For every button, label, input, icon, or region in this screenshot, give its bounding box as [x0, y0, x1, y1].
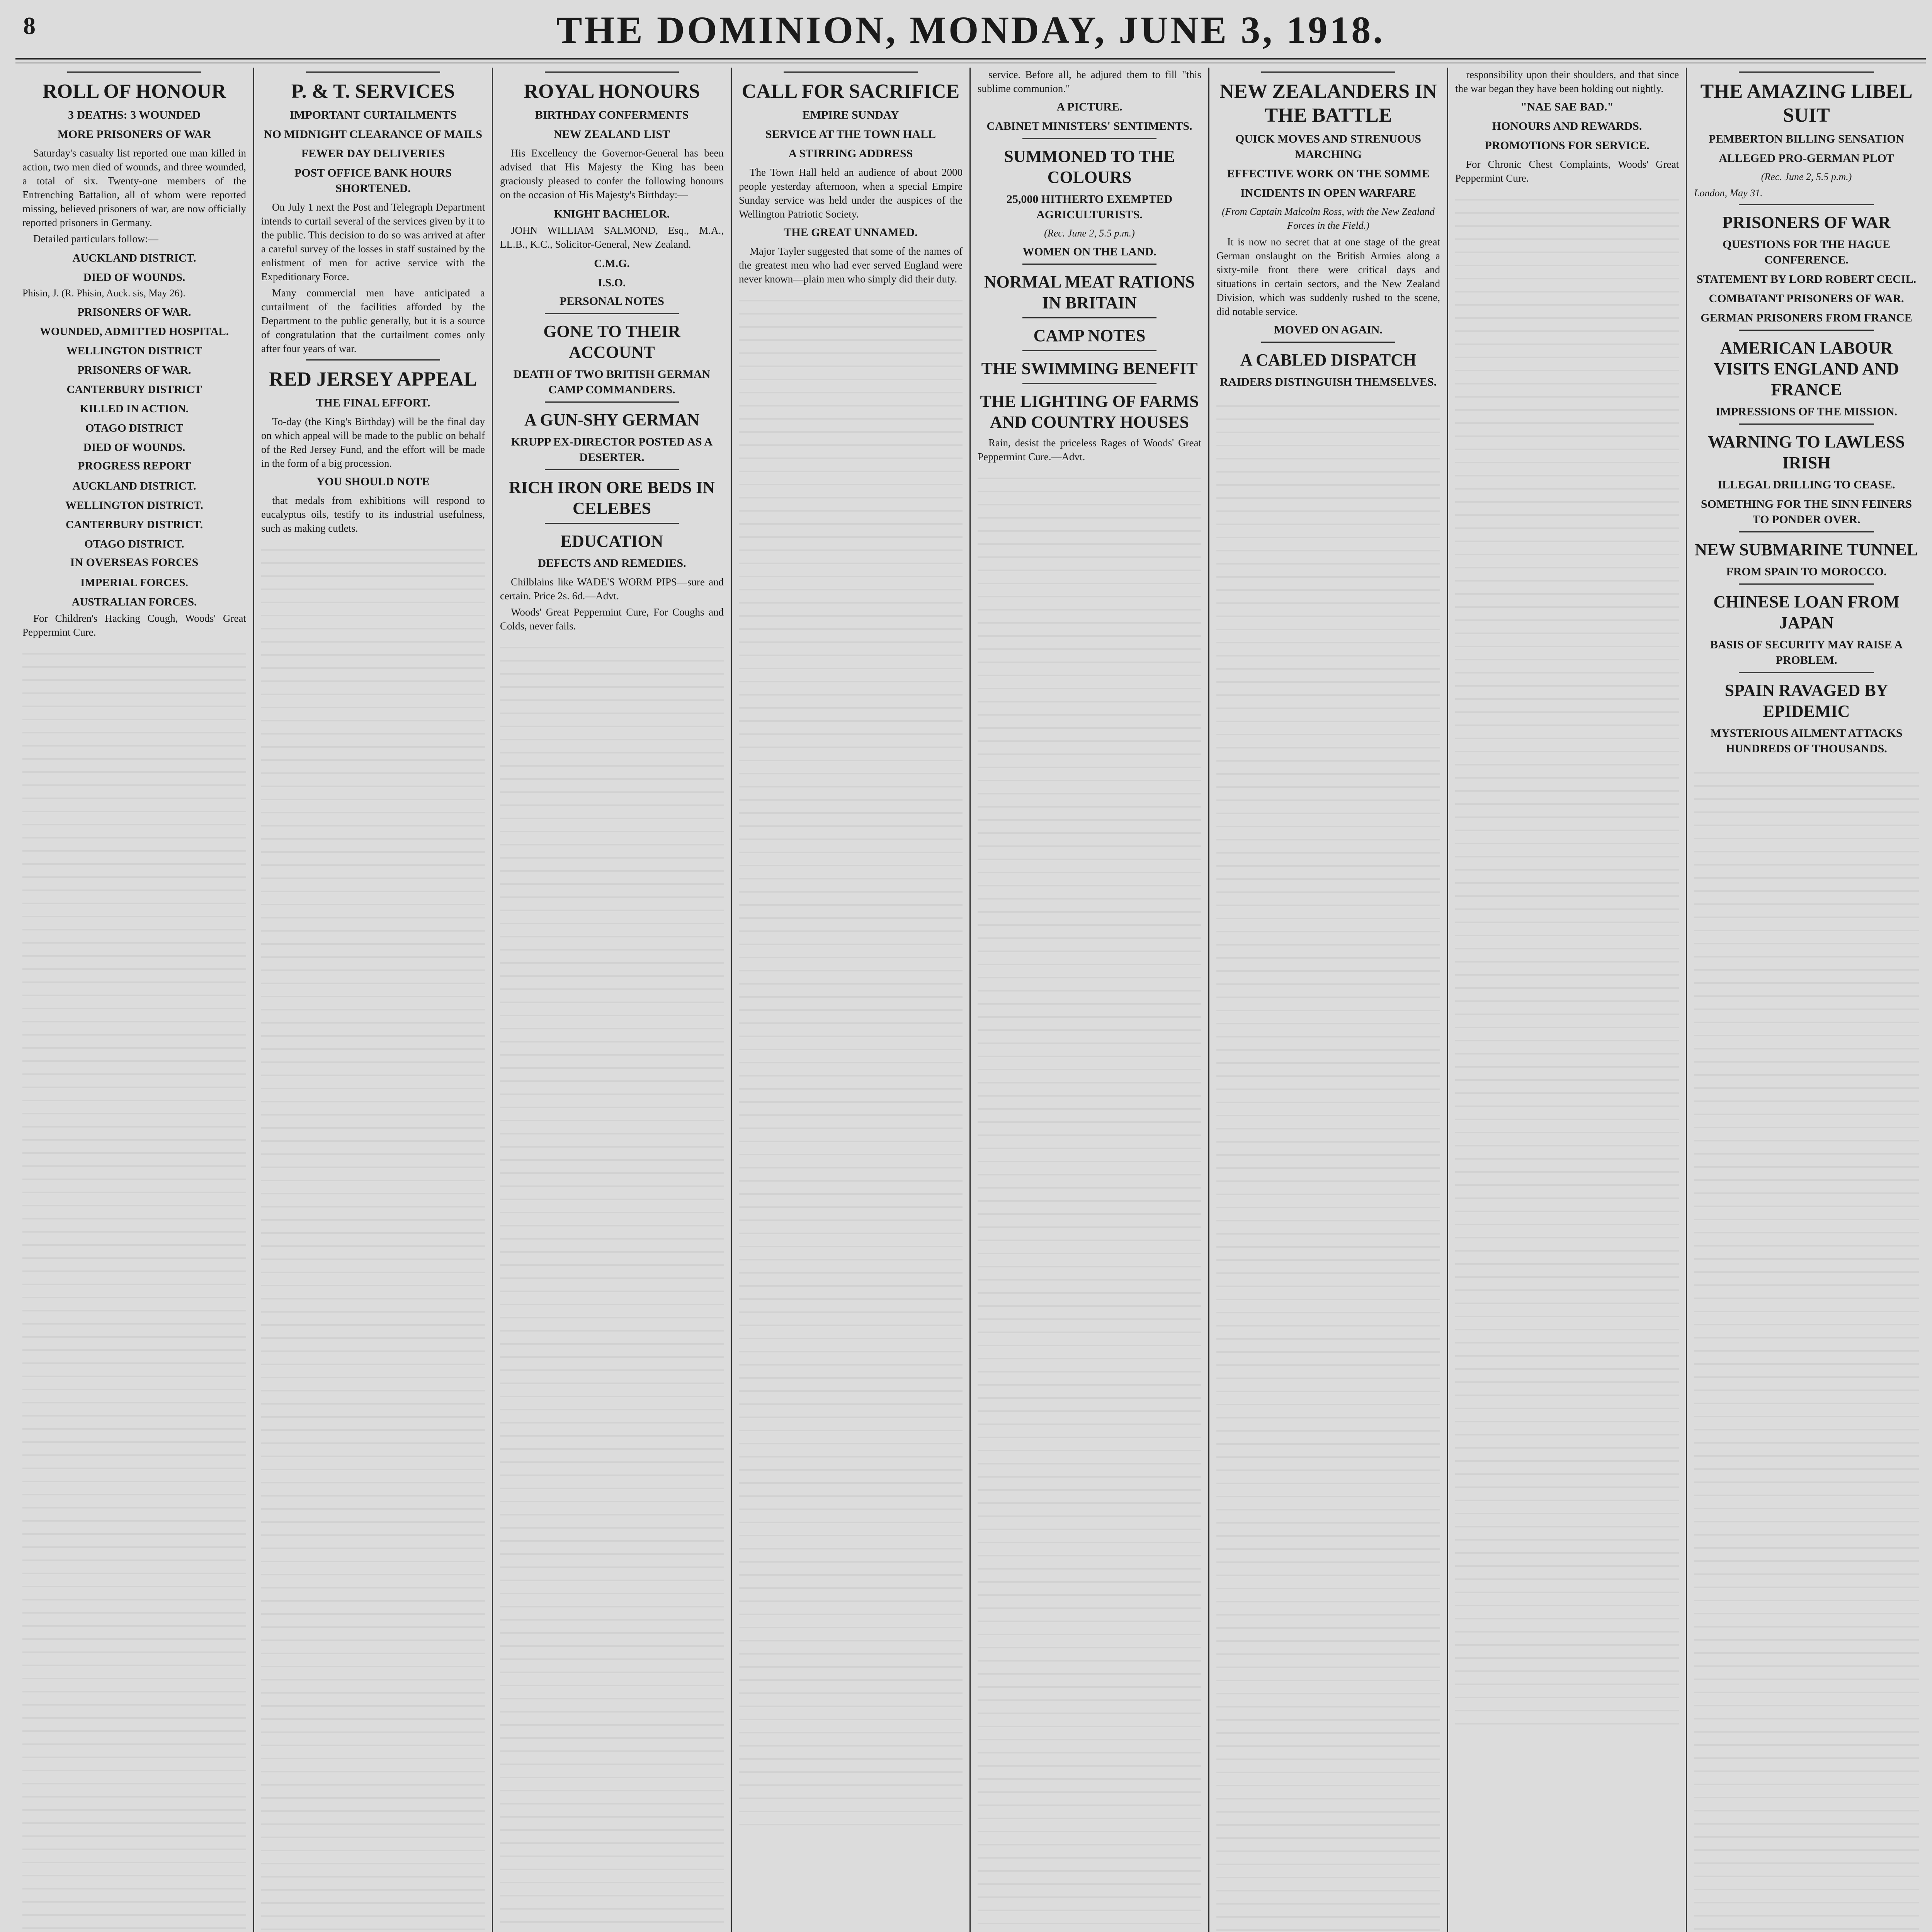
article-heading: EDUCATION: [560, 532, 663, 551]
article-paragraph: Chilblains like WADE'S WORM PIPS—sure and certain. Price 2s. 6d.—Advt.: [500, 576, 724, 602]
section-label: KNIGHT BACHELOR.: [554, 208, 670, 220]
article-subheading: STATEMENT BY LORD ROBERT CECIL.: [1696, 273, 1917, 286]
heading-rule: [1739, 423, 1874, 425]
article-subheading: EFFECTIVE WORK ON THE SOMME: [1227, 167, 1430, 180]
article-subheading: PROGRESS REPORT: [77, 459, 191, 472]
article-heading: THE AMAZING LIBEL SUIT: [1700, 80, 1913, 126]
body-text-lines: [1455, 187, 1679, 1733]
article-subheading: 3 DEATHS: 3 WOUNDED: [68, 109, 201, 121]
body-text-lines: [500, 635, 724, 1932]
article-subheading: ALLEGED PRO-GERMAN PLOT: [1719, 152, 1894, 165]
article-subheading: MYSTERIOUS AILMENT ATTACKS HUNDREDS OF THOUSANDS.: [1710, 727, 1903, 755]
heading-rule: [1261, 342, 1395, 343]
article-heading: ROYAL HONOURS: [524, 80, 700, 102]
article-heading: WARNING TO LAWLESS IRISH: [1708, 432, 1905, 472]
article-paragraph: Major Tayler suggested that some of the names of the greatest men who had ever served England were never known—plain men who simply did their duty.: [739, 245, 963, 285]
article-heading: AMERICAN LABOUR VISITS ENGLAND AND FRANCE: [1714, 338, 1899, 399]
section-label: PRISONERS OF WAR.: [77, 364, 191, 376]
article-subheading: A PICTURE.: [1056, 100, 1122, 113]
article-paragraph: On July 1 next the Post and Telegraph Department intends to curtail several of the services given by it to the public. This decision to do so was arrived at after a careful survey of the losses in staff sustained by the enlistment of men for active service with the Expeditionary Force.: [261, 201, 485, 282]
article-subheading: NEW ZEALAND LIST: [553, 128, 670, 141]
heading-rule: [545, 71, 679, 73]
article-paragraph: His Excellency the Governor-General has been advised that His Majesty the King has been graciously pleased to confer the following honours on the occasion of His Majesty's Birthday:—: [500, 147, 724, 201]
heading-rule: [545, 469, 679, 470]
section-label: DIED OF WOUNDS.: [83, 271, 185, 284]
column-4: [732, 68, 971, 1932]
article-paragraph: It is now no secret that at one stage of the great German onslaught on the British Armies along a sixty-mile front there were critical days and situations in certain sectors, and the New Zealand Division, which was suddenly rushed to the scene, did notable service.: [1216, 236, 1440, 317]
article-subheading: 25,000 HITHERTO EXEMPTED AGRICULTURISTS.: [1006, 193, 1173, 221]
article-heading: RICH IRON ORE BEDS IN CELEBES: [509, 478, 715, 518]
article-heading: CAMP NOTES: [1033, 326, 1146, 345]
heading-rule: [784, 71, 918, 73]
article-subheading: BASIS OF SECURITY MAY RAISE A PROBLEM.: [1710, 638, 1903, 667]
article-subheading: FROM SPAIN TO MOROCCO.: [1726, 565, 1887, 578]
byline: (Rec. June 2, 5.5 p.m.): [1761, 171, 1852, 182]
article-subheading: SERVICE AT THE TOWN HALL: [765, 128, 936, 141]
article-paragraph: To-day (the King's Birthday) will be the final day on which appeal will be made to the public on behalf of the Red Jersey Fund, and the effort will be made in the form of a big procession.: [261, 416, 485, 469]
article-subheading: COMBATANT PRISONERS OF WAR.: [1709, 292, 1904, 305]
column-3: [493, 68, 732, 1932]
article-paragraph: Woods' Great Peppermint Cure, For Coughs and Colds, never fails.: [500, 606, 724, 632]
heading-rule: [545, 523, 679, 524]
masthead-title: THE DOMINION, MONDAY, JUNE 3, 1918.: [556, 9, 1385, 51]
article-subheading: PROMOTIONS FOR SERVICE.: [1485, 139, 1650, 152]
heading-rule: [1022, 138, 1156, 139]
heading-rule: [1739, 204, 1874, 205]
body-text-lines: [1216, 394, 1440, 1932]
article-heading: SPAIN RAVAGED BY EPIDEMIC: [1725, 681, 1888, 721]
heading-rule: [1022, 317, 1156, 318]
article-subheading: DEATH OF TWO BRITISH GERMAN CAMP COMMANDERS.: [513, 368, 711, 396]
article-paragraph: For Children's Hacking Cough, Woods' Great Peppermint Cure.: [22, 612, 246, 638]
article-subheading: THE FINAL EFFORT.: [316, 396, 430, 409]
article-subheading: HONOURS AND REWARDS.: [1492, 120, 1642, 133]
page-number: 8: [23, 12, 36, 39]
column-6: [1209, 68, 1448, 1932]
column-5: [971, 68, 1209, 1932]
article-subheading: DEFECTS AND REMEDIES.: [537, 557, 686, 570]
section-label: CANTERBURY DISTRICT: [66, 383, 202, 396]
article-subheading: "NAE SAE BAD.": [1520, 100, 1614, 113]
section-label: OTAGO DISTRICT.: [84, 538, 184, 550]
body-text-lines: [1694, 760, 1919, 1932]
article-subheading: QUESTIONS FOR THE HAGUE CONFERENCE.: [1723, 238, 1890, 266]
article-heading: A GUN-SHY GERMAN: [524, 410, 700, 429]
article-heading: CHINESE LOAN FROM JAPAN: [1713, 592, 1900, 632]
article-subheading: INCIDENTS IN OPEN WARFARE: [1240, 187, 1416, 199]
heading-rule: [1261, 71, 1395, 73]
article-subheading: IMPORTANT CURTAILMENTS: [289, 109, 457, 121]
article-subheading: A STIRRING ADDRESS: [788, 147, 913, 160]
body-text-lines: [739, 288, 963, 1834]
body-text-lines: [22, 641, 246, 1932]
article-paragraph: Saturday's casualty list reported one man killed in action, two men died of wounds, and three wounded, a total of six. Twenty-one members of the Entrenching Battalion, all of whom were reported missing, believed prisoners of war, are now officially reported prisoners in Germany.: [22, 147, 246, 228]
article-heading: P. & T. SERVICES: [291, 80, 455, 102]
byline: (From Captain Malcolm Ross, with the New Zealand Forces in the Field.): [1222, 206, 1435, 231]
article-subheading: CABINET MINISTERS' SENTIMENTS.: [986, 120, 1192, 133]
article-paragraph: Rain, desist the priceless Rages of Woods' Great Peppermint Cure.—Advt.: [978, 437, 1201, 463]
article-subheading: FEWER DAY DELIVERIES: [301, 147, 445, 160]
heading-rule: [1022, 350, 1156, 351]
article-subheading: NO MIDNIGHT CLEARANCE OF MAILS: [264, 128, 483, 141]
section-label: KILLED IN ACTION.: [80, 403, 189, 415]
article-subheading: SOMETHING FOR THE SINN FEINERS TO PONDER OVER.: [1701, 498, 1912, 526]
masthead-rule: [15, 58, 1926, 63]
article-heading: A CABLED DISPATCH: [1240, 350, 1417, 369]
section-label: AUCKLAND DISTRICT.: [72, 252, 196, 264]
article-subheading: MOVED ON AGAIN.: [1274, 323, 1383, 336]
heading-rule: [1739, 583, 1874, 585]
article-paragraph: The Town Hall held an audience of about 2000 people yesterday afternoon, when a special Empire Sunday service was held under the auspices of the Wellington Patriotic Society.: [739, 167, 963, 220]
column-1: [15, 68, 254, 1932]
article-paragraph: responsibility upon their shoulders, and that since the war began they have been holding out nightly.: [1455, 69, 1679, 94]
article-heading: RED JERSEY APPEAL: [269, 368, 477, 390]
byline: (Rec. June 2, 5.5 p.m.): [1044, 228, 1135, 239]
article-subheading: WOMEN ON THE LAND.: [1022, 245, 1156, 258]
list-item: Phisin, J. (R. Phisin, Auck. sis, May 26).: [22, 287, 185, 299]
section-label: DIED OF WOUNDS.: [83, 441, 185, 454]
column-7: [1448, 68, 1687, 1932]
article-paragraph: that medals from exhibitions will respond to eucalyptus oils, testify to its industrial usefulness, such as making cutlets.: [261, 495, 485, 534]
section-label: C.M.G.: [594, 257, 630, 270]
heading-rule: [545, 401, 679, 403]
article-heading: GONE TO THEIR ACCOUNT: [543, 322, 680, 362]
section-label: OTAGO DISTRICT: [85, 422, 184, 434]
heading-rule: [306, 71, 440, 73]
section-label: IMPERIAL FORCES.: [80, 577, 188, 589]
heading-rule: [545, 313, 679, 314]
dateline: London, May 31.: [1694, 187, 1763, 199]
article-heading: ROLL OF HONOUR: [43, 80, 226, 102]
section-label: CANTERBURY DISTRICT.: [65, 519, 203, 531]
body-text-lines: [978, 466, 1201, 1932]
article-heading: NEW ZEALANDERS IN THE BATTLE: [1219, 80, 1437, 126]
article-subheading: KRUPP EX-DIRECTOR POSTED AS A DESERTER.: [511, 435, 713, 464]
article-subheading: PERSONAL NOTES: [560, 295, 664, 308]
section-label: I.S.O.: [598, 277, 626, 289]
column-8: [1687, 68, 1926, 1932]
heading-rule: [306, 359, 440, 361]
article-subheading: GERMAN PRISONERS FROM FRANCE: [1701, 311, 1912, 324]
article-heading: NEW SUBMARINE TUNNEL: [1695, 540, 1918, 559]
heading-rule: [1739, 672, 1874, 673]
article-subheading: BIRTHDAY CONFERMENTS: [535, 109, 689, 121]
column-2: [254, 68, 493, 1932]
article-heading: CALL FOR SACRIFICE: [742, 80, 960, 102]
section-label: WELLINGTON DISTRICT.: [65, 499, 203, 512]
article-paragraph: Many commercial men have anticipated a curtailment of the facilities afforded by the Department to the public generally, but it is a source of congratulation that the curtailment comes only after four years of war.: [261, 287, 485, 354]
heading-rule: [1739, 531, 1874, 532]
article-subheading: QUICK MOVES AND STRENUOUS MARCHING: [1235, 133, 1421, 161]
heading-rule: [67, 71, 201, 73]
section-label: PRISONERS OF WAR.: [77, 306, 191, 318]
heading-rule: [1739, 330, 1874, 331]
heading-rule: [1739, 71, 1874, 73]
article-subheading: POST OFFICE BANK HOURS SHORTENED.: [294, 167, 452, 195]
article-subheading: YOU SHOULD NOTE: [316, 475, 430, 488]
article-paragraph: JOHN WILLIAM SALMOND, Esq., M.A., LL.B., K.C., Solicitor-General, New Zealand.: [500, 224, 724, 250]
article-subheading: RAIDERS DISTINGUISH THEMSELVES.: [1219, 376, 1437, 388]
columns: [15, 68, 1926, 1932]
article-subheading: PEMBERTON BILLING SENSATION: [1708, 133, 1905, 145]
article-paragraph: For Chronic Chest Complaints, Woods' Great Peppermint Cure.: [1455, 158, 1679, 184]
article-heading: THE SWIMMING BENEFIT: [981, 359, 1198, 378]
heading-rule: [1022, 264, 1156, 265]
article-subheading: EMPIRE SUNDAY: [802, 109, 899, 121]
section-label: WOUNDED, ADMITTED HOSPITAL.: [39, 325, 229, 338]
article-paragraph: service. Before all, he adjured them to fill "this sublime communion.": [978, 69, 1201, 94]
article-heading: THE LIGHTING OF FARMS AND COUNTRY HOUSES: [980, 392, 1199, 432]
article-subheading: IN OVERSEAS FORCES: [70, 556, 199, 569]
article-subheading: IMPRESSIONS OF THE MISSION.: [1715, 405, 1898, 418]
heading-rule: [1022, 383, 1156, 384]
body-text-lines: [261, 537, 485, 1932]
article-heading: NORMAL MEAT RATIONS IN BRITAIN: [984, 272, 1195, 312]
section-label: AUSTRALIAN FORCES.: [71, 596, 197, 608]
section-label: AUCKLAND DISTRICT.: [72, 480, 196, 492]
section-label: WELLINGTON DISTRICT: [66, 345, 202, 357]
article-subheading: MORE PRISONERS OF WAR: [57, 128, 211, 141]
article-subheading: ILLEGAL DRILLING TO CEASE.: [1718, 478, 1895, 491]
article-subheading: THE GREAT UNNAMED.: [784, 226, 918, 239]
article-heading: PRISONERS OF WAR: [1722, 213, 1891, 232]
article-heading: SUMMONED TO THE COLOURS: [1004, 147, 1175, 187]
article-paragraph: Detailed particulars follow:—: [33, 233, 158, 245]
